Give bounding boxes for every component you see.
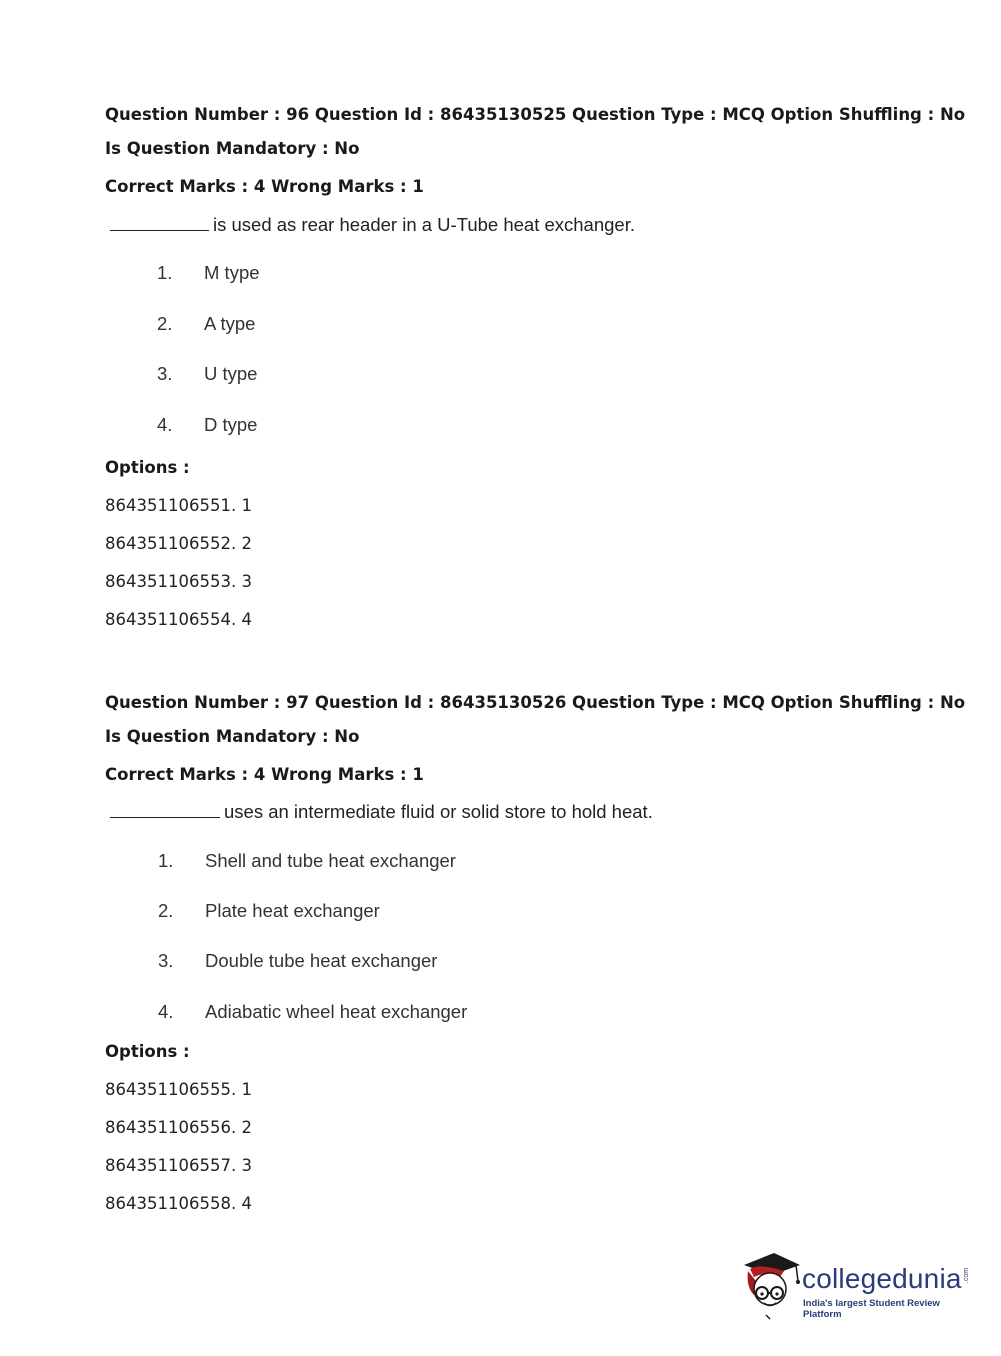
option-id: 864351106553. 3 xyxy=(105,572,252,591)
choice-number: 4. xyxy=(158,1001,174,1022)
choice-number: 1. xyxy=(158,850,174,871)
option-id: 864351106551. 1 xyxy=(105,496,252,515)
choice-number: 3. xyxy=(158,950,174,971)
student-mascot-icon xyxy=(740,1245,802,1320)
question-block-96 xyxy=(105,103,965,643)
choice-text: D type xyxy=(204,414,258,435)
question-marks: Correct Marks : 4 Wrong Marks : 1 xyxy=(105,177,424,196)
blank-line xyxy=(110,799,220,818)
option-id: 864351106556. 2 xyxy=(105,1118,252,1137)
question-marks: Correct Marks : 4 Wrong Marks : 1 xyxy=(105,765,424,784)
collegedunia-logo xyxy=(740,1245,970,1320)
option-id: 864351106555. 1 xyxy=(105,1080,252,1099)
logo-tagline: India's largest Student Review Platform xyxy=(803,1298,940,1320)
stem-text: uses an intermediate fluid or solid store to hold heat. xyxy=(224,801,653,822)
choice-text: U type xyxy=(204,363,258,384)
choice-text: M type xyxy=(204,262,260,283)
question-stem xyxy=(110,212,635,236)
option-id: 864351106554. 4 xyxy=(105,610,252,629)
stem-text: is used as rear header in a U-Tube heat exchanger. xyxy=(213,214,635,235)
choice-number: 4. xyxy=(157,414,173,435)
question-header: Question Number : 97 Question Id : 86435130526 Question Type : MCQ Option Shuffling : No xyxy=(105,693,966,712)
options-label: Options : xyxy=(105,1042,190,1061)
choice-number: 1. xyxy=(157,262,173,283)
question-stem xyxy=(110,799,653,823)
choice-text: Double tube heat exchanger xyxy=(205,950,438,971)
choice-number: 2. xyxy=(157,313,173,334)
options-label: Options : xyxy=(105,458,190,477)
question-mandatory: Is Question Mandatory : No xyxy=(105,139,360,158)
choice-text: Adiabatic wheel heat exchanger xyxy=(205,1001,468,1022)
choice-text: A type xyxy=(204,313,256,334)
choice-text: Shell and tube heat exchanger xyxy=(205,850,456,871)
logo-suffix: .com xyxy=(963,1267,971,1284)
blank-line xyxy=(110,212,209,231)
logo-brand: collegedunia xyxy=(802,1263,962,1294)
choice-text: Plate heat exchanger xyxy=(205,900,380,921)
choice-number: 2. xyxy=(158,900,174,921)
choice-number: 3. xyxy=(157,363,173,384)
option-id: 864351106558. 4 xyxy=(105,1194,252,1213)
question-header: Question Number : 96 Question Id : 86435130525 Question Type : MCQ Option Shuffling : No xyxy=(105,105,966,124)
question-block-97 xyxy=(105,691,965,1231)
option-id: 864351106557. 3 xyxy=(105,1156,252,1175)
question-mandatory: Is Question Mandatory : No xyxy=(105,727,360,746)
option-id: 864351106552. 2 xyxy=(105,534,252,553)
